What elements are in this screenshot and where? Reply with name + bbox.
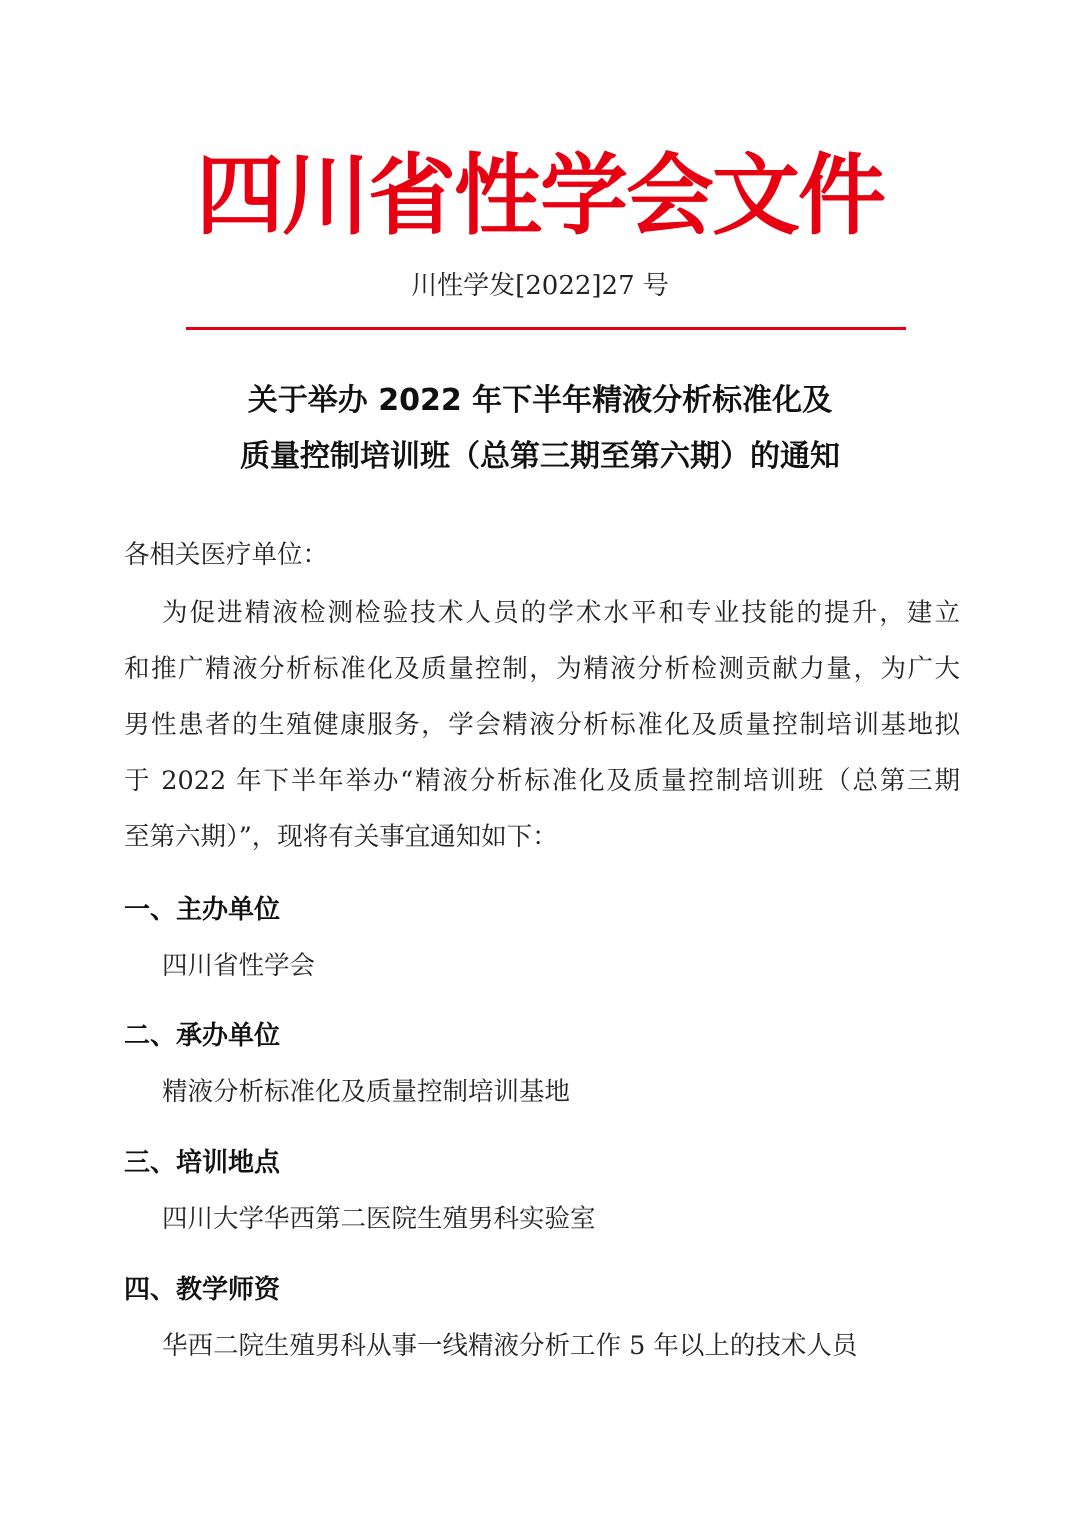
paragraph-line: 男性患者的生殖健康服务，学会精液分析标准化及质量控制培训基地拟: [124, 710, 960, 740]
paragraph-line: 和推广精液分析标准化及质量控制，为精液分析检测贡献力量，为广大: [124, 654, 960, 684]
document-number: 川性学发[2022]27 号: [411, 271, 669, 301]
salutation: 各相关医疗单位：: [124, 540, 329, 570]
notice-title-line-2: 质量控制培训班（总第三期至第六期）的通知: [240, 439, 840, 474]
paragraph-line: 为促进精液检测检验技术人员的学术水平和专业技能的提升，建立: [162, 598, 960, 628]
section-content-location: 四川大学华西第二医院生殖男科实验室: [162, 1204, 596, 1234]
red-divider-line: [186, 327, 906, 330]
section-heading-faculty: 四、教学师资: [124, 1275, 281, 1305]
section-content-host: 精液分析标准化及质量控制培训基地: [162, 1077, 571, 1107]
section-heading-host: 二、承办单位: [124, 1021, 281, 1051]
paragraph-line: 至第六期）”，现将有关事宜通知如下：: [124, 822, 558, 852]
section-heading-location: 三、培训地点: [124, 1148, 281, 1178]
section-heading-organizer: 一、主办单位: [124, 895, 281, 925]
letterhead-title: 四川省性学会文件: [195, 143, 884, 247]
paragraph-line: 于 2022 年下半年举办“精液分析标准化及质量控制培训班（总第三期: [124, 766, 960, 796]
section-content-faculty: 华西二院生殖男科从事一线精液分析工作 5 年以上的技术人员: [162, 1331, 858, 1361]
section-content-organizer: 四川省性学会: [162, 951, 316, 981]
notice-title-line-1: 关于举办 2022 年下半年精液分析标准化及: [247, 383, 833, 418]
